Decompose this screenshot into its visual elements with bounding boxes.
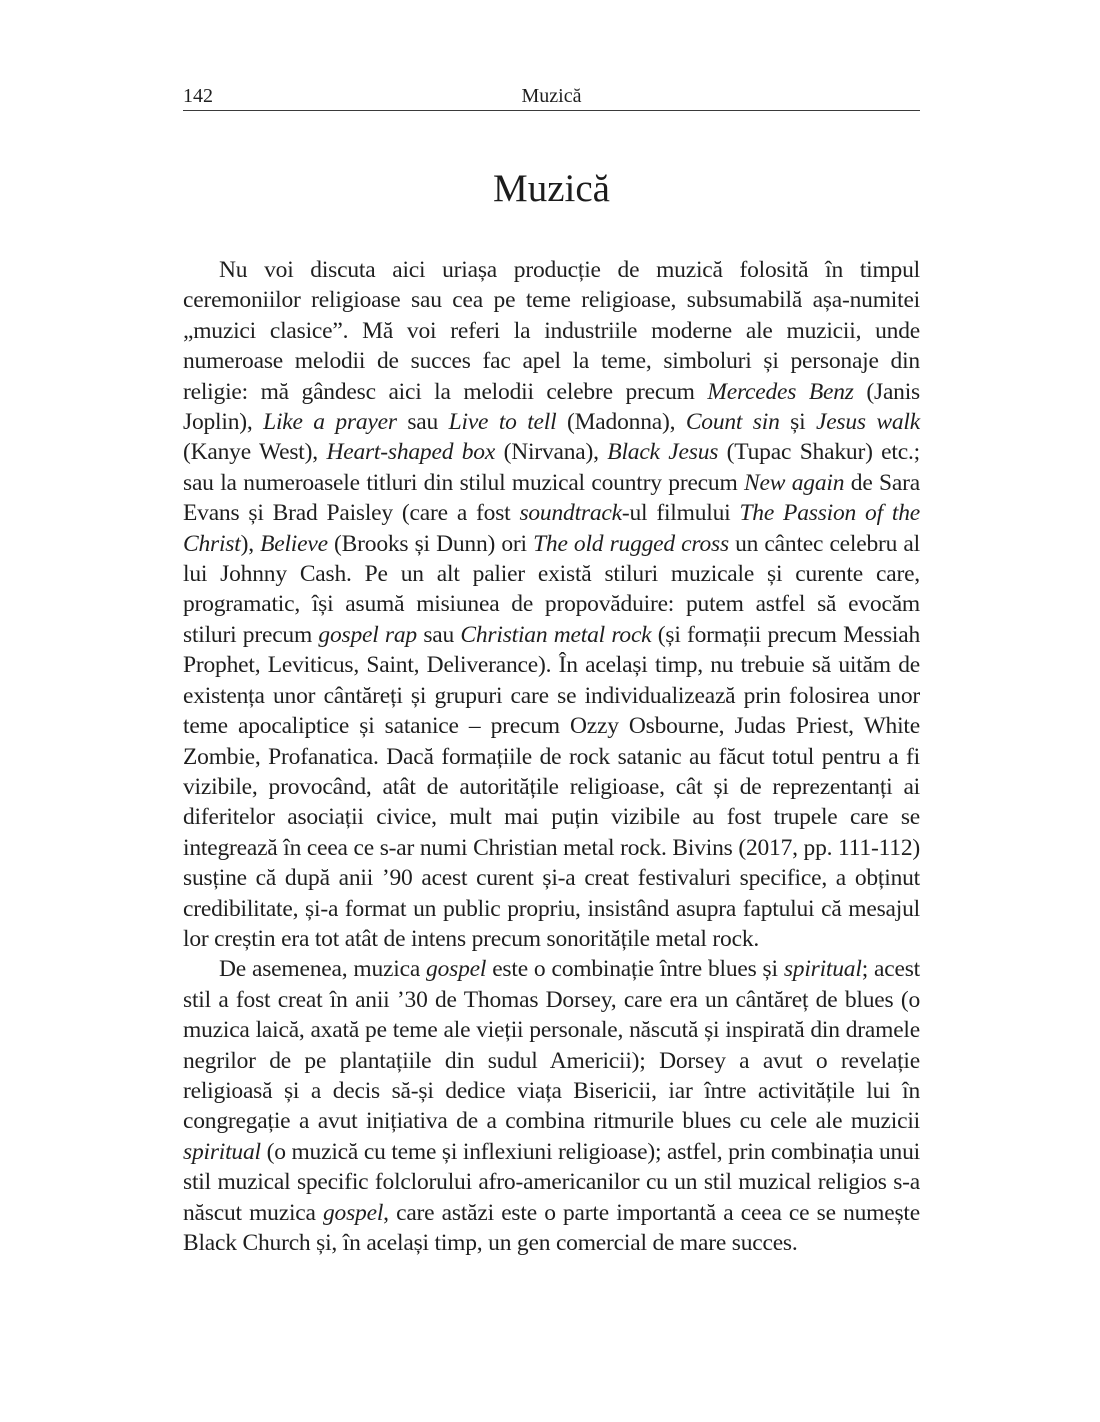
italic-text-segment: Christian metal rock <box>460 621 652 648</box>
italic-text-segment: The Passion of the Christ <box>183 500 920 557</box>
chapter-title: Muzică <box>493 167 610 210</box>
text-segment: Nu voi discuta aici uriașa producție de muzică folosită în timpul ceremoniilor religioase sau cea pe teme religioase, subsumabilă așa-numitei „muzici clasice”. Mă voi referi la industriile moderne ale muzicii, unde numeroase melodii de succes fac apel la teme, simboluri și personaje din religie: mă gândesc aici la melodii celebre precum <box>183 257 920 405</box>
header-rule <box>183 110 920 111</box>
text-segment: (Brooks și Dunn) ori <box>327 530 534 557</box>
text-segment: sau <box>416 621 461 648</box>
body-text <box>183 255 920 1258</box>
text-segment: De asemenea, muzica <box>219 956 427 983</box>
italic-text-segment: Jesus walk <box>815 409 920 436</box>
italic-text-segment: gospel <box>323 1199 384 1226</box>
italic-text-segment: spiritual <box>183 1138 261 1165</box>
italic-text-segment: New again <box>744 469 845 496</box>
italic-text-segment: Count sin <box>685 409 780 436</box>
text-segment: (o muzică cu teme și inflexiuni religioase); astfel, prin combinația unui stil muzical specific folclorului afro-americanilor cu un stil muzical religios s-a născut muzica <box>183 1138 920 1226</box>
text-segment: un cântec celebru al lui Johnny Cash. Pe un alt palier există stiluri muzicale și curente care, programatic, își asumă misiunea de propovăduire: putem astfel să evocăm stiluri precum <box>183 530 920 648</box>
italic-text-segment: Believe <box>260 530 328 557</box>
italic-text-segment: soundtrack <box>519 500 622 527</box>
paragraph <box>183 255 920 954</box>
text-segment: de Sara Evans și Brad Paisley (care a fost <box>183 469 921 527</box>
italic-text-segment: Live to tell <box>448 409 557 436</box>
italic-text-segment: spiritual <box>783 956 862 983</box>
text-segment: ), <box>240 530 261 557</box>
text-segment: -ul filmului <box>621 500 740 527</box>
text-segment: (și formații precum Messiah Prophet, Leviticus, Saint, Deliverance). În același timp, nu trebuie să uităm de existența unor cântăreți și grupuri care se individualizează prin folosirea unor teme apocaliptice și satanice – precum Ozzy Osbourne, Judas Priest, White Zombie, Profanatica. Dacă formațiile de rock satanic au făcut totul pentru a fi vizibile, provocând, atât de autoritățile religioase, cât și de reprezentanți ai diferitelor asociații civice, mult mai puțin vizibile au fost trupele care se integrează în ceea ce s-ar numi Christian metal rock. Bivins (2017, pp. 111-112) susține că după anii ’90 acest curent și-a creat festivaluri specifice, a obținut credibilitate, și-a format un public propriu, insistând asupra faptului că mesajul lor creștin era tot atât de intens precum sonoritățile metal rock. <box>183 621 920 952</box>
text-segment: (Tupac Shakur) etc.; sau la numeroasele titluri din stilul muzical country precum <box>183 439 920 496</box>
text-segment: (Madonna), <box>556 409 686 436</box>
italic-text-segment: Like a prayer <box>263 409 397 436</box>
text-segment: , care astăzi este o parte importantă a ceea ce se numește Black Church și, în același timp, un gen comercial de mare succes. <box>183 1199 920 1256</box>
text-segment: (Nirvana), <box>495 439 608 466</box>
text-segment: (Kanye West), <box>183 439 327 466</box>
text-segment: ; acest stil a fost creat în anii ’30 de Thomas Dorsey, care era un cântăreț de blues (o muzica laică, axată pe teme ale vieții personale, născută și inspirată din dramele negrilor de pe plantațiile din sudul Americii); Dorsey a avut o revelație religioasă și a decis să-și dedice viața Bisericii, iar între activitățile lui în congregație a avut inițiativa de a combina ritmurile blues cu cele ale muzicii <box>183 956 920 1135</box>
text-segment: este o combinație între blues și <box>486 956 784 983</box>
italic-text-segment: Black Jesus <box>607 439 719 466</box>
italic-text-segment: Mercedes Benz <box>707 378 854 405</box>
running-title: Muzică <box>521 85 582 107</box>
italic-text-segment: The old rugged cross <box>533 530 729 557</box>
italic-text-segment: gospel rap <box>318 621 417 648</box>
italic-text-segment: gospel <box>426 956 487 983</box>
paragraph <box>183 954 920 1258</box>
page-number: 142 <box>183 85 213 107</box>
text-segment: (Janis Joplin), <box>183 378 921 436</box>
text-segment: și <box>779 409 816 436</box>
italic-text-segment: Heart-shaped box <box>326 439 496 466</box>
page-header <box>183 84 920 110</box>
text-segment: sau <box>396 409 449 436</box>
